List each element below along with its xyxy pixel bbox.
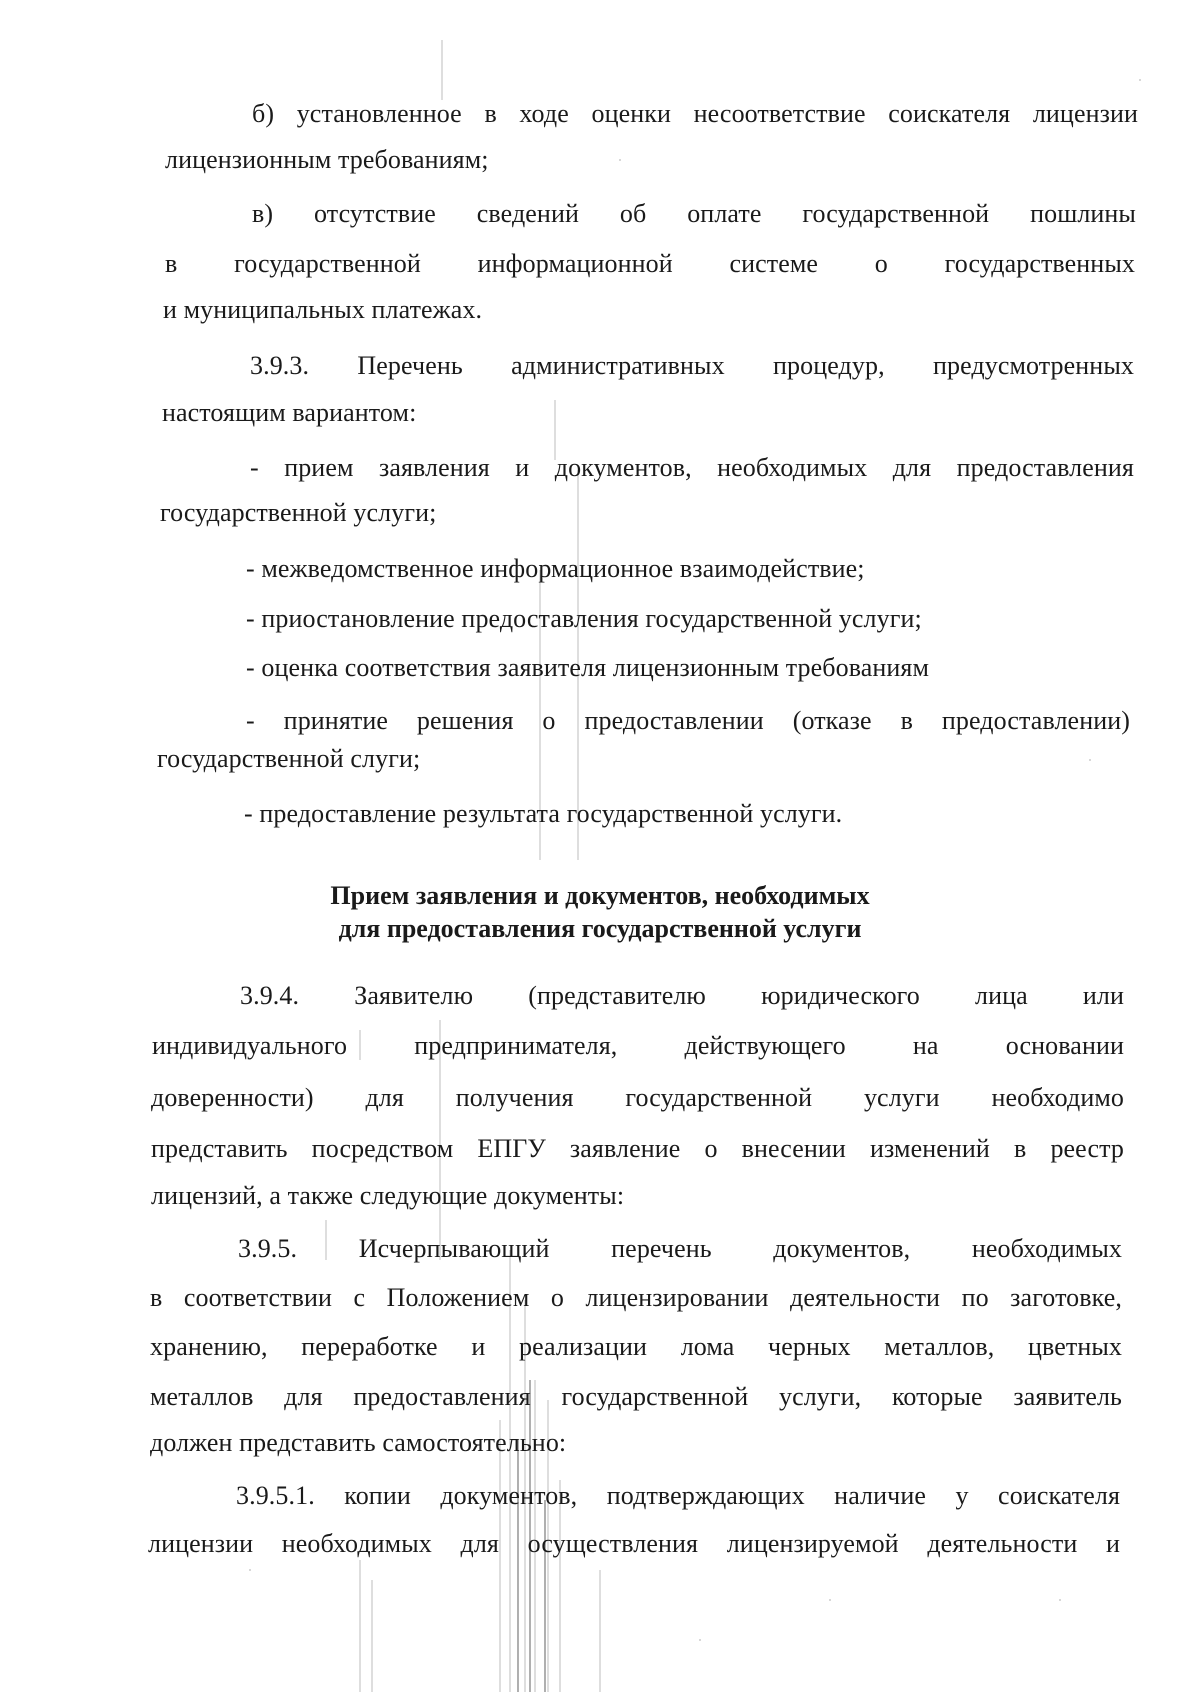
text-line: металлов для предоставления государственной услуги, которые заявитель	[150, 1382, 1122, 1411]
text-line: в) отсутствие сведений об оплате государственной пошлины	[252, 199, 1136, 228]
text-line: и муниципальных платежах.	[163, 295, 483, 324]
text-line: доверенности) для получения государственной услуги необходимо	[151, 1083, 1124, 1112]
text-line: лицензии необходимых для осуществления лицензируемой деятельности и	[148, 1529, 1120, 1558]
text-line: в соответствии с Положением о лицензировании деятельности по заготовке,	[150, 1283, 1122, 1312]
section-heading-line-2: для предоставления государственной услуги	[338, 914, 862, 943]
text-line: в государственной информационной системе о государственных	[165, 249, 1135, 278]
text-line: - принятие решения о предоставлении (отказе в предоставлении)	[246, 706, 1130, 735]
text-line: настоящим вариантом:	[162, 398, 417, 427]
text-line: государственной услуги;	[160, 498, 437, 527]
text-line: - оценка соответствия заявителя лицензионным требованиям	[246, 653, 930, 682]
text-line: представить посредством ЕПГУ заявление о внесении изменений в реестр	[151, 1134, 1124, 1163]
section-heading-line-1: Прием заявления и документов, необходимых	[330, 881, 870, 910]
text-line: 3.9.4. Заявителю (представителю юридического лица или	[240, 981, 1124, 1010]
text-line: 3.9.5.1. копии документов, подтверждающих наличие у соискателя	[236, 1481, 1120, 1510]
text-line: 3.9.5. Исчерпывающий перечень документов, необходимых	[238, 1234, 1122, 1263]
text-line: лицензионным требованиям;	[165, 145, 489, 174]
text-line: государственной слуги;	[157, 744, 421, 773]
text-line: хранению, переработке и реализации лома черных металлов, цветных	[150, 1332, 1122, 1361]
text-line: должен представить самостоятельно:	[150, 1428, 567, 1457]
text-line: 3.9.3. Перечень административных процедур, предусмотренных	[250, 351, 1134, 380]
text-line: б) установленное в ходе оценки несоответствие соискателя лицензии	[252, 99, 1138, 128]
text-line: - прием заявления и документов, необходимых для предоставления	[250, 453, 1134, 482]
text-line: индивидуального предпринимателя, действующего на основании	[152, 1031, 1124, 1060]
text-line: - приостановление предоставления государственной услуги;	[246, 604, 922, 633]
text-line: лицензий, а также следующие документы:	[151, 1181, 625, 1210]
text-line: - предоставление результата государственной услуги.	[244, 799, 843, 828]
text-line: - межведомственное информационное взаимодействие;	[246, 554, 865, 583]
